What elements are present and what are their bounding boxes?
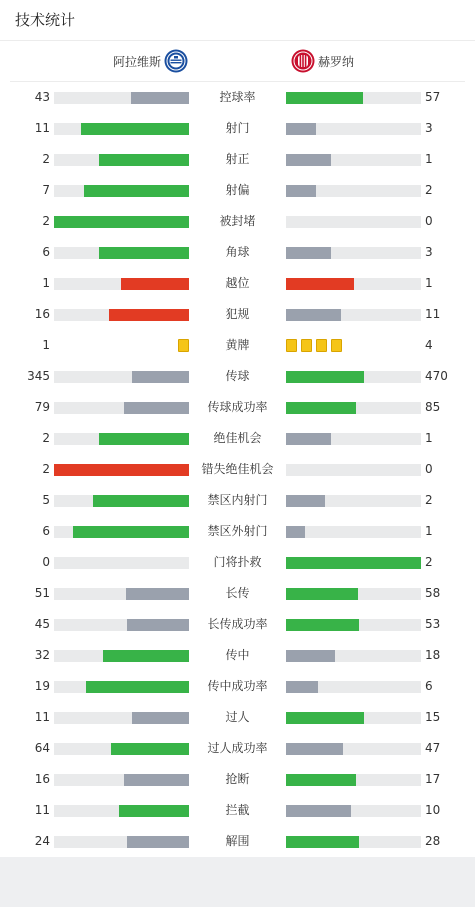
stat-row — [0, 206, 475, 237]
away-bar-track — [286, 464, 421, 476]
stat-label: 射偏 — [225, 182, 250, 197]
stat-row — [0, 113, 475, 144]
away-bar-fill — [286, 836, 359, 848]
stat-row — [0, 733, 475, 764]
away-bar-track — [286, 216, 421, 228]
stat-label: 过人 — [225, 709, 250, 724]
home-value: 1 — [42, 275, 50, 290]
home-bar-fill — [111, 743, 189, 755]
away-bar-fill — [286, 526, 305, 538]
stat-row — [0, 454, 475, 485]
away-yellow-cards — [286, 339, 342, 352]
away-value: 85 — [425, 399, 441, 414]
away-value: 10 — [425, 802, 441, 817]
away-value: 11 — [425, 306, 441, 321]
stat-row — [0, 268, 475, 299]
stat-label: 射正 — [225, 151, 250, 166]
away-bar-fill — [286, 743, 343, 755]
home-value: 2 — [42, 213, 50, 228]
home-bar-fill — [99, 154, 189, 166]
stat-label: 越位 — [225, 275, 250, 290]
away-bar-track — [286, 743, 421, 755]
away-bar-fill — [286, 402, 356, 414]
home-bar-track — [54, 92, 189, 104]
away-bar-fill — [286, 433, 331, 445]
stat-row — [0, 144, 475, 175]
title-divider — [0, 40, 475, 41]
away-value: 17 — [425, 771, 441, 786]
away-bar-track — [286, 774, 421, 786]
home-team-name: 阿拉维斯 — [113, 54, 162, 69]
stat-label: 长传成功率 — [207, 616, 268, 631]
away-bar-fill — [286, 495, 325, 507]
away-bar-track — [286, 247, 421, 259]
away-bar-fill — [286, 774, 356, 786]
home-bar-track — [54, 278, 189, 290]
home-bar-track — [54, 495, 189, 507]
home-bar-fill — [84, 185, 189, 197]
away-bar-fill — [286, 278, 354, 290]
away-value: 2 — [425, 182, 433, 197]
yellow-card-icon — [286, 339, 297, 352]
stat-label: 错失绝佳机会 — [201, 461, 274, 476]
home-value: 11 — [34, 120, 50, 135]
stat-label: 黄牌 — [225, 337, 250, 352]
away-value: 18 — [425, 647, 441, 662]
girona-crest-icon — [291, 49, 315, 73]
yellow-card-icon — [316, 339, 327, 352]
away-bar-fill — [286, 619, 359, 631]
home-bar-fill — [124, 402, 189, 414]
home-bar-track — [54, 774, 189, 786]
home-bar-fill — [127, 619, 189, 631]
away-bar-fill — [286, 247, 331, 259]
stat-row — [0, 361, 475, 392]
stat-label: 被封堵 — [219, 213, 256, 228]
away-bar-fill — [286, 92, 363, 104]
stat-row — [0, 237, 475, 268]
yellow-card-icon — [331, 339, 342, 352]
home-bar-track — [54, 588, 189, 600]
stat-label: 角球 — [225, 244, 250, 259]
away-value: 53 — [425, 616, 441, 631]
home-bar-track — [54, 619, 189, 631]
home-value: 45 — [34, 616, 50, 631]
home-bar-track — [54, 185, 189, 197]
home-value: 1 — [42, 337, 50, 352]
home-bar-track — [54, 650, 189, 662]
stat-row — [0, 578, 475, 609]
home-bar-fill — [54, 216, 189, 228]
home-value: 11 — [34, 709, 50, 724]
away-bar-track — [286, 619, 421, 631]
away-value: 1 — [425, 275, 433, 290]
away-value: 3 — [425, 244, 433, 259]
home-bar-fill — [73, 526, 189, 538]
home-value: 5 — [42, 492, 50, 507]
away-bar-fill — [286, 371, 364, 383]
home-bar-fill — [86, 681, 189, 693]
home-value: 7 — [42, 182, 50, 197]
home-bar-fill — [126, 588, 189, 600]
stat-label: 禁区外射门 — [207, 523, 268, 538]
away-bar-fill — [286, 588, 358, 600]
home-bar-fill — [121, 278, 189, 290]
away-bar-track — [286, 433, 421, 445]
home-bar-fill — [124, 774, 189, 786]
away-bar-track — [286, 526, 421, 538]
stat-row — [0, 485, 475, 516]
away-value: 15 — [425, 709, 441, 724]
stat-row — [0, 764, 475, 795]
home-bar-fill — [109, 309, 189, 321]
home-bar-track — [54, 836, 189, 848]
away-bar-fill — [286, 123, 316, 135]
home-bar-track — [54, 216, 189, 228]
away-bar-track — [286, 309, 421, 321]
away-value: 0 — [425, 461, 433, 476]
away-bar-track — [286, 371, 421, 383]
away-value: 2 — [425, 492, 433, 507]
stat-label: 传球成功率 — [207, 399, 268, 414]
home-bar-fill — [132, 371, 189, 383]
home-bar-track — [54, 247, 189, 259]
away-team-header — [291, 49, 354, 73]
home-bar-track — [54, 464, 189, 476]
away-bar-track — [286, 681, 421, 693]
stat-label: 绝佳机会 — [213, 430, 262, 445]
stat-label: 传球 — [225, 368, 250, 383]
away-bar-fill — [286, 154, 331, 166]
stat-row — [0, 609, 475, 640]
home-value: 51 — [34, 585, 50, 600]
home-value: 16 — [34, 771, 50, 786]
away-value: 1 — [425, 430, 433, 445]
home-team-header — [113, 49, 188, 73]
away-bar-fill — [286, 185, 316, 197]
yellow-card-icon — [301, 339, 312, 352]
away-value: 57 — [425, 89, 441, 104]
away-value: 58 — [425, 585, 441, 600]
away-value: 4 — [425, 337, 433, 352]
away-bar-fill — [286, 557, 421, 569]
away-bar-track — [286, 278, 421, 290]
away-bar-track — [286, 402, 421, 414]
home-bar-fill — [99, 247, 189, 259]
away-bar-fill — [286, 650, 335, 662]
away-bar-track — [286, 588, 421, 600]
stat-row — [0, 330, 475, 361]
home-bar-fill — [119, 805, 189, 817]
home-value: 345 — [27, 368, 50, 383]
home-value: 11 — [34, 802, 50, 817]
away-value: 1 — [425, 151, 433, 166]
home-value: 6 — [42, 523, 50, 538]
home-bar-track — [54, 309, 189, 321]
stat-row — [0, 702, 475, 733]
home-bar-track — [54, 154, 189, 166]
stat-label: 拦截 — [225, 802, 250, 817]
home-bar-fill — [132, 712, 189, 724]
home-value: 64 — [34, 740, 50, 755]
stat-label: 解围 — [225, 833, 250, 848]
home-value: 2 — [42, 151, 50, 166]
home-bar-fill — [127, 836, 189, 848]
stat-label: 过人成功率 — [207, 740, 268, 755]
stat-row — [0, 392, 475, 423]
home-value: 24 — [34, 833, 50, 848]
home-bar-fill — [81, 123, 189, 135]
stat-row — [0, 640, 475, 671]
away-bar-track — [286, 805, 421, 817]
home-bar-fill — [99, 433, 189, 445]
home-bar-fill — [131, 92, 189, 104]
home-bar-track — [54, 526, 189, 538]
home-bar-track — [54, 712, 189, 724]
stat-row — [0, 82, 475, 113]
yellow-card-icon — [178, 339, 189, 352]
home-yellow-cards — [178, 339, 189, 352]
home-bar-fill — [93, 495, 189, 507]
away-bar-fill — [286, 805, 351, 817]
away-bar-fill — [286, 309, 341, 321]
away-bar-track — [286, 92, 421, 104]
stat-row — [0, 826, 475, 857]
home-value: 2 — [42, 430, 50, 445]
away-bar-track — [286, 123, 421, 135]
stat-label: 射门 — [225, 120, 250, 135]
home-bar-fill — [103, 650, 189, 662]
away-bar-track — [286, 185, 421, 197]
away-team-name: 赫罗纳 — [318, 54, 355, 69]
away-bar-track — [286, 154, 421, 166]
home-value: 32 — [34, 647, 50, 662]
stat-row — [0, 423, 475, 454]
away-bar-track — [286, 557, 421, 569]
home-value: 43 — [34, 89, 50, 104]
stat-label: 长传 — [225, 585, 250, 600]
away-value: 28 — [425, 833, 441, 848]
home-value: 16 — [34, 306, 50, 321]
stat-row — [0, 175, 475, 206]
home-value: 6 — [42, 244, 50, 259]
alaves-crest-icon — [164, 49, 188, 73]
away-bar-track — [286, 650, 421, 662]
home-bar-track — [54, 557, 189, 569]
away-value: 0 — [425, 213, 433, 228]
away-value: 6 — [425, 678, 433, 693]
home-bar-track — [54, 681, 189, 693]
stat-row — [0, 516, 475, 547]
home-value: 0 — [42, 554, 50, 569]
away-value: 3 — [425, 120, 433, 135]
away-bar-track — [286, 836, 421, 848]
stat-label: 传中 — [225, 647, 250, 662]
stat-label: 犯规 — [225, 306, 250, 321]
away-bar-fill — [286, 712, 364, 724]
away-value: 470 — [425, 368, 448, 383]
home-bar-track — [54, 123, 189, 135]
stat-label: 控球率 — [219, 89, 256, 104]
away-bar-track — [286, 495, 421, 507]
home-bar-track — [54, 402, 189, 414]
away-value: 2 — [425, 554, 433, 569]
stat-row — [0, 671, 475, 702]
stat-label: 禁区内射门 — [207, 492, 268, 507]
away-value: 1 — [425, 523, 433, 538]
stat-row — [0, 299, 475, 330]
home-value: 2 — [42, 461, 50, 476]
home-bar-track — [54, 805, 189, 817]
stat-label: 门将扑救 — [213, 554, 262, 569]
stat-row — [0, 547, 475, 578]
away-bar-track — [286, 712, 421, 724]
away-value: 47 — [425, 740, 441, 755]
home-value: 79 — [34, 399, 50, 414]
home-bar-track — [54, 371, 189, 383]
home-bar-track — [54, 743, 189, 755]
stat-label: 抢断 — [225, 771, 250, 786]
away-bar-fill — [286, 681, 318, 693]
home-value: 19 — [34, 678, 50, 693]
stat-label: 传中成功率 — [207, 678, 268, 693]
home-bar-track — [54, 433, 189, 445]
stat-row — [0, 795, 475, 826]
page-title: 技术统计 — [15, 11, 76, 29]
home-bar-fill — [54, 464, 189, 476]
